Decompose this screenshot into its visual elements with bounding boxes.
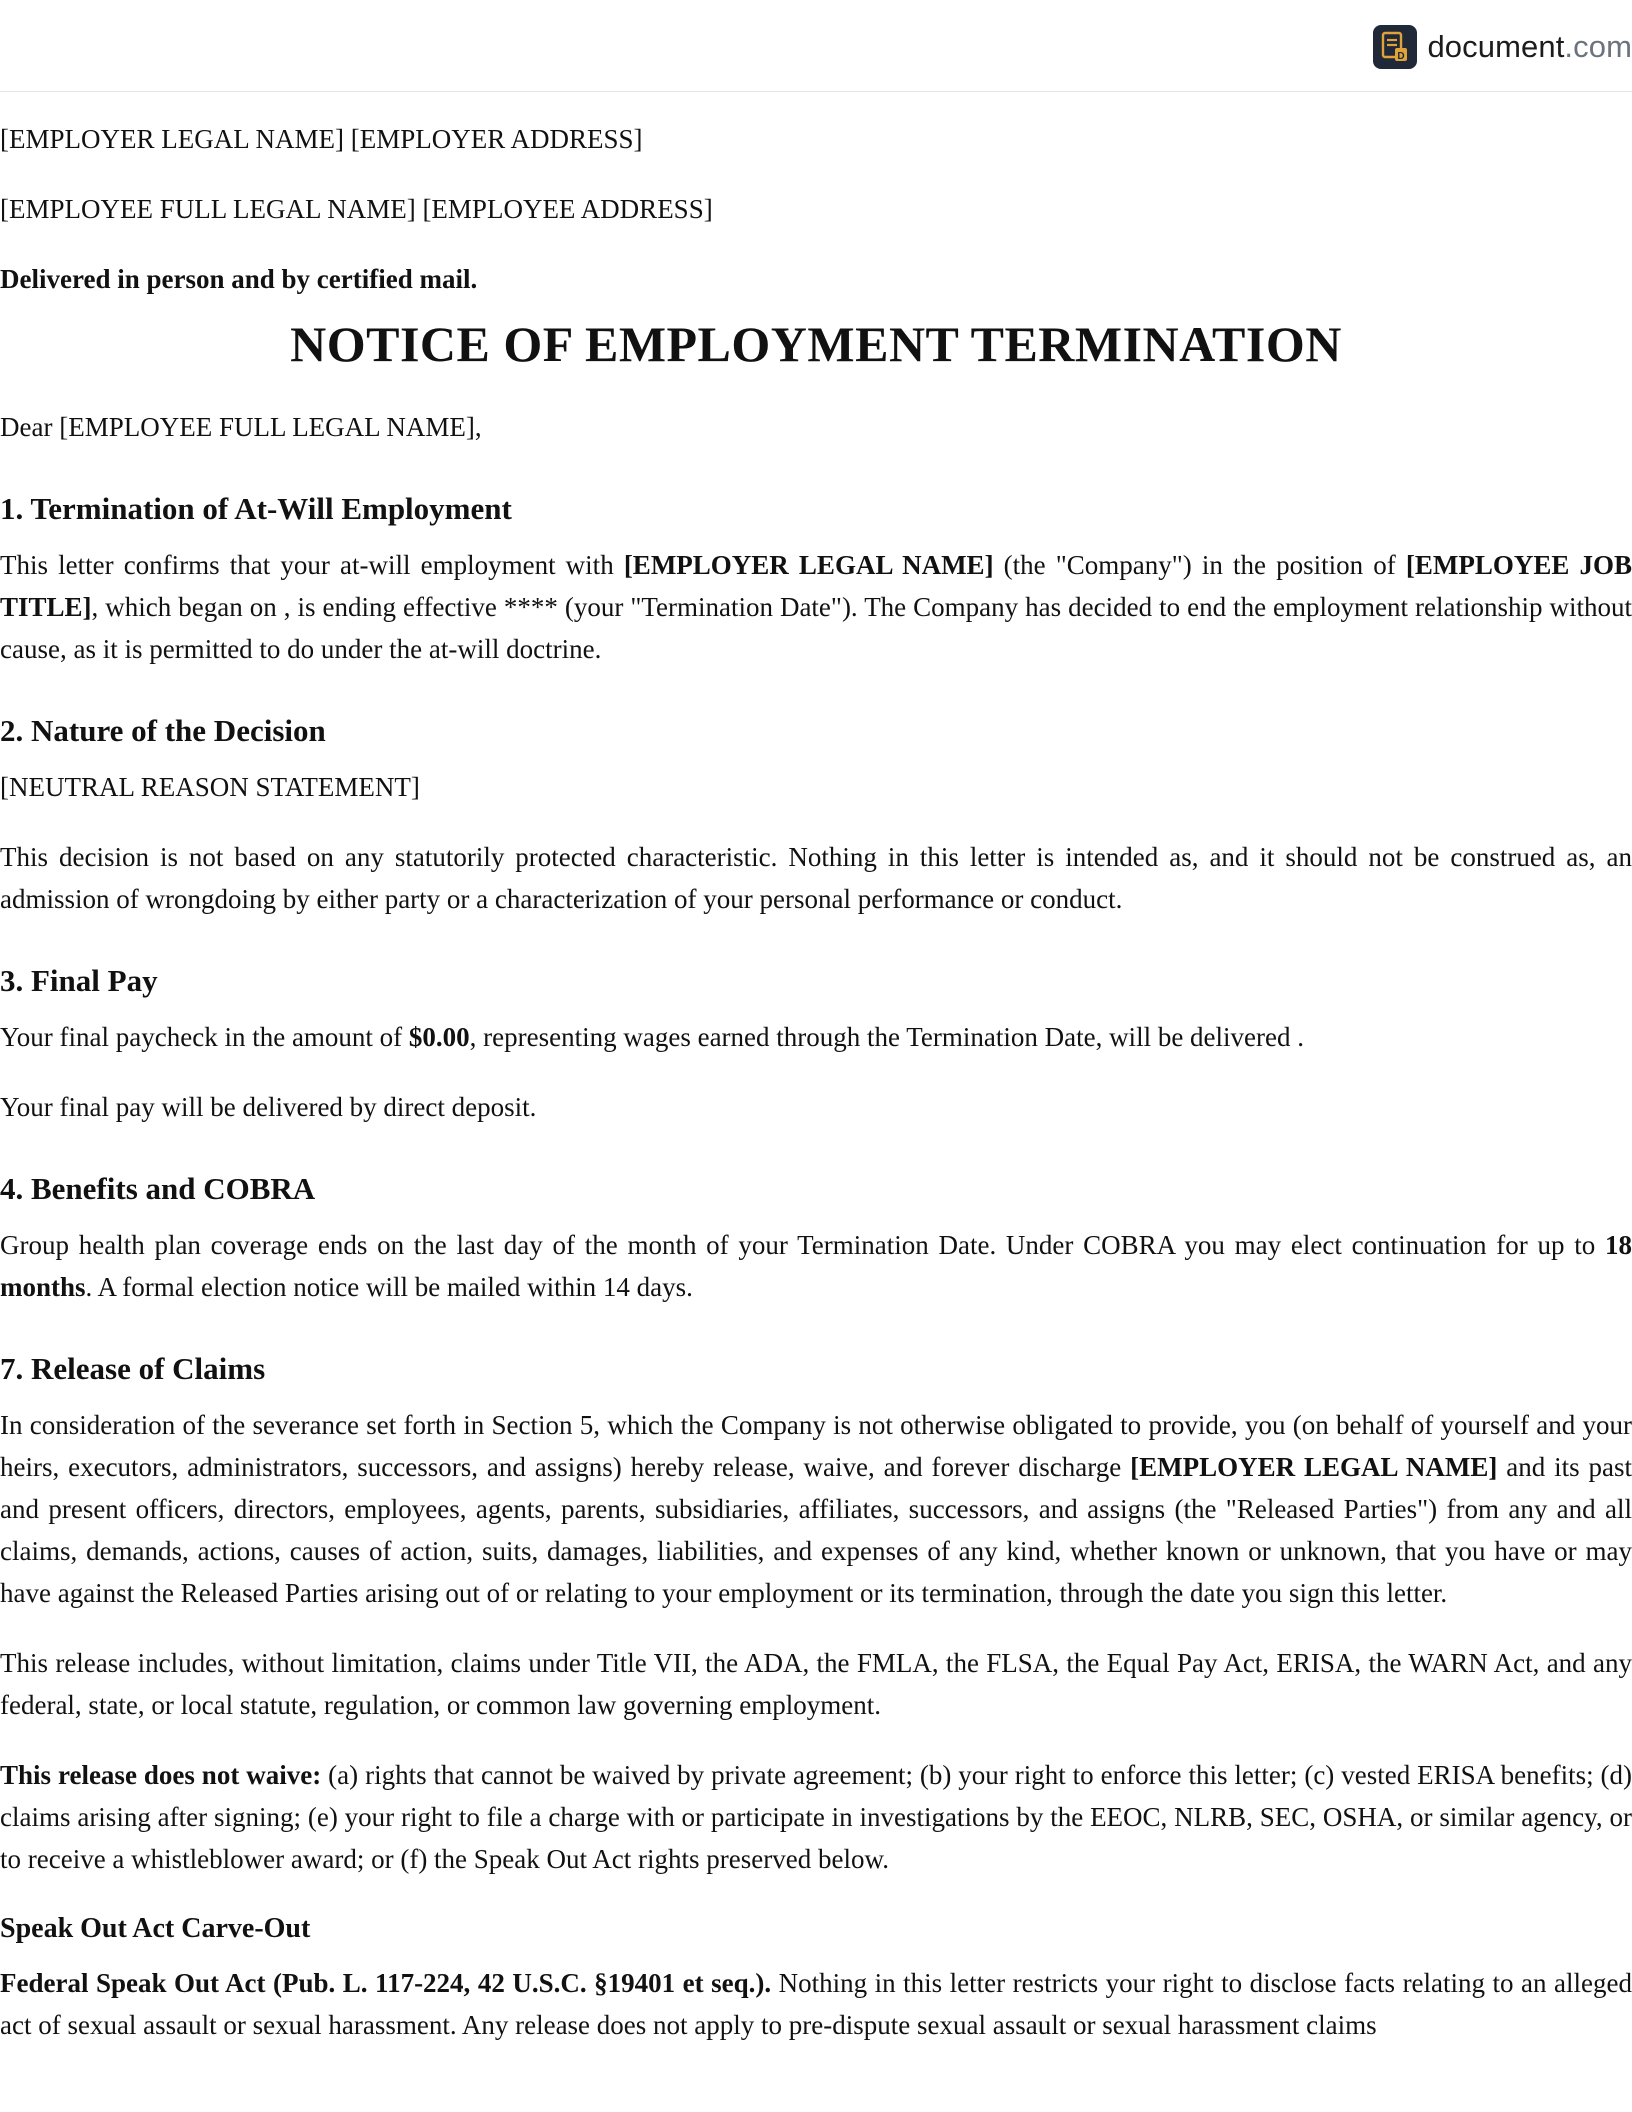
direct-deposit-paragraph: Your final pay will be delivered by direct deposit. — [0, 1092, 537, 1122]
delivery-note: Delivered in person and by certified mail. — [0, 264, 478, 294]
document-title: NOTICE OF EMPLOYMENT TERMINATION — [290, 316, 1342, 372]
brand-logo[interactable] — [1373, 24, 1632, 70]
document-logo-icon — [1373, 25, 1417, 69]
neutral-reason: [NEUTRAL REASON STATEMENT] — [0, 772, 420, 802]
release-includes-paragraph: This release includes, without limitation, claims under Title VII, the ADA, the FMLA, the FLSA, the Equal Pay Act, ERISA, the WARN Act, and any federal, state, or local statute, regulation, or common law governing employment. — [0, 1648, 1632, 1720]
decision-paragraph: This decision is not based on any statutorily protected characteristic. Nothing in this letter is intended as, and it should not be construed as, an admission of wrongdoing by either party or a characterization of your personal performance or conduct. — [0, 842, 1632, 914]
brand-name: document.com — [1427, 29, 1632, 64]
release-paragraph: In consideration of the severance set forth in Section 5, which the Company is not otherwise obligated to provide, you (on behalf of yourself and your heirs, executors, administrators, successors, and assigns) hereby release, waive, and forever discharge [EMPLOYER LEGAL NAME] and its past and present officers, directors, employees, agents, parents, subsidiaries, affiliates, successors, and assigns (the "Released Parties") from any and all claims, demands, actions, causes of action, suits, damages, liabilities, and expenses of any kind, whether known or unknown, that you have or may have against the Released Parties arising out of or relating to your employment or its termination, through the date you sign this letter. — [0, 1410, 1632, 1608]
section-heading-release: 7. Release of Claims — [0, 1351, 266, 1386]
section-heading-decision: 2. Nature of the Decision — [0, 713, 326, 748]
speak-out-paragraph: Federal Speak Out Act (Pub. L. 117-224, 42 U.S.C. §19401 et seq.). Nothing in this letter restricts your right to disclose facts relating to an alleged act of sexual assault or sexual harassment. Any release does not apply to pre-dispute sexual assault or sexual harassment claims — [0, 1968, 1632, 2040]
section-heading-final-pay: 3. Final Pay — [0, 963, 158, 998]
section-heading-termination: 1. Termination of At-Will Employment — [0, 491, 512, 526]
svg-text:D: D — [1397, 51, 1406, 62]
employer-line: [EMPLOYER LEGAL NAME] [EMPLOYER ADDRESS] — [0, 124, 643, 154]
section-heading-benefits: 4. Benefits and COBRA — [0, 1171, 316, 1206]
employee-line: [EMPLOYEE FULL LEGAL NAME] [EMPLOYEE ADDRESS] — [0, 194, 713, 224]
benefits-paragraph: Group health plan coverage ends on the last day of the month of your Termination Date. Under COBRA you may elect continuation for up to 18 months. A formal election notice will be mailed within 14 days. — [0, 1230, 1632, 1302]
release-exclusions-paragraph: This release does not waive: (a) rights that cannot be waived by private agreement; (b) your right to enforce this letter; (c) vested ERISA benefits; (d) claims arising after signing; (e) your right to file a charge with or participate in investigations by the EEOC, NLRB, SEC, OSHA, or similar agency, or to receive a whistleblower award; or (f) the Speak Out Act rights preserved below. — [0, 1760, 1632, 1874]
header-bar — [0, 0, 1632, 92]
final-pay-paragraph: Your final paycheck in the amount of $0.00, representing wages earned through the Termination Date, will be delivered . — [0, 1022, 1304, 1052]
termination-paragraph: This letter confirms that your at-will employment with [EMPLOYER LEGAL NAME] (the "Company") in the position of [EMPLOYEE JOB TITLE], which began on , is ending effective **** (your "Termination Date"). The Company has decided to end the employment relationship without cause, as it is permitted to do under the at-will doctrine. — [0, 550, 1632, 664]
salutation: Dear [EMPLOYEE FULL LEGAL NAME], — [0, 412, 482, 442]
speak-out-heading: Speak Out Act Carve-Out — [0, 1913, 311, 1944]
letter-body — [0, 92, 1632, 2046]
